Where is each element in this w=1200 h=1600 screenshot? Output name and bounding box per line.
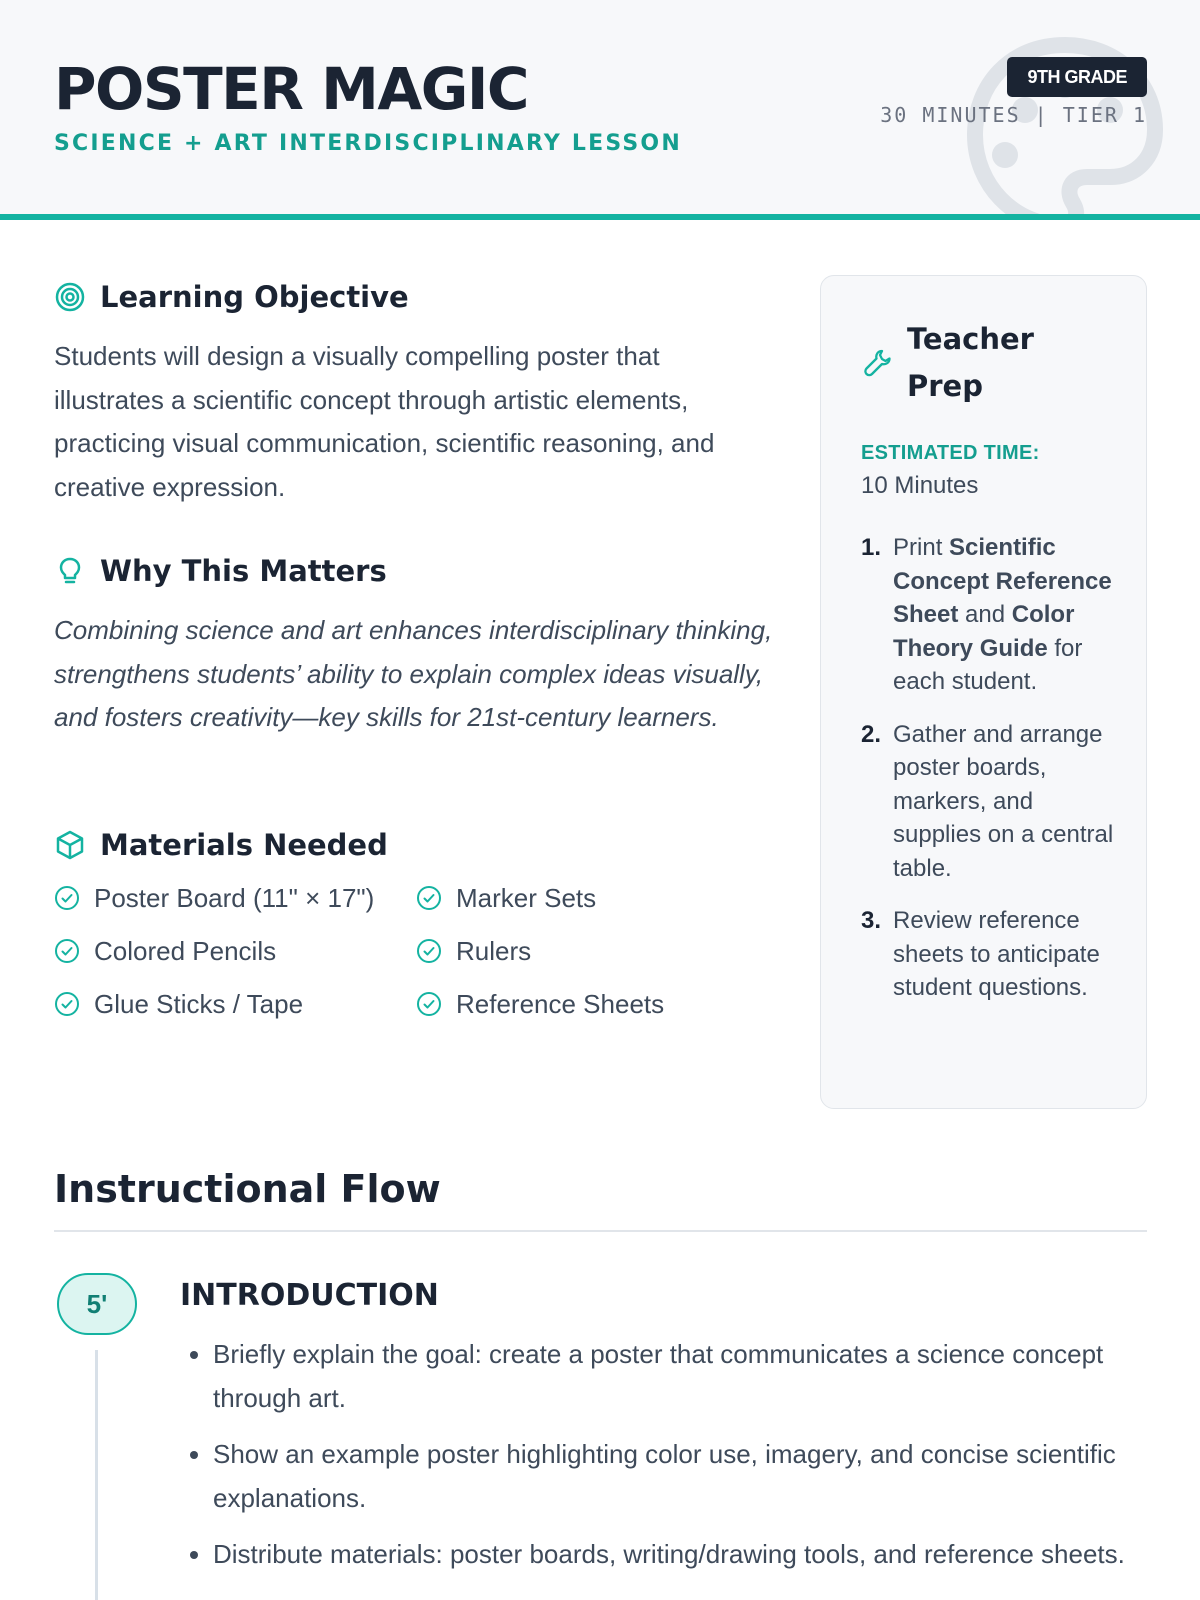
check-circle-icon [54,991,80,1017]
objective-heading: Learning Objective [100,280,409,314]
why-text: Combining science and art enhances interdisciplinary thinking, strengthens students’ ability to explain complex ideas visually, and fosters creativity—key skills for 21st-century learners. [54,615,773,732]
step-number: 3. [861,907,882,934]
target-icon [54,281,86,313]
page-title: POSTER MAGIC [54,55,528,123]
step-number: 2. [861,720,882,748]
material-label: Poster Board (11" × 17") [94,883,375,913]
list-item: • Distribute materials: poster boards, writing/drawing tools, and reference sheets. [213,1533,1148,1577]
step-text-part: Print [893,534,950,561]
list-item [416,933,774,969]
step-text-part: and [958,601,1012,628]
step-title: INTRODUCTION [180,1278,439,1313]
grade-badge: 9TH GRADE [1007,57,1147,97]
list-item [54,986,416,1022]
list-item [861,718,1121,886]
box-icon [54,829,86,861]
list-item: • Briefly explain the goal: create a poster that communicates a science concept through art. [213,1333,1148,1420]
step-text: Review reference sheets to anticipate student questions. [893,907,1100,1001]
estimated-time-label: ESTIMATED TIME: [861,442,1040,464]
step-text [893,531,1121,699]
prep-heading: Teacher Prep [907,322,1034,403]
material-label: Marker Sets [456,883,597,913]
step-number: 1. [861,534,882,561]
materials-list [54,880,774,1022]
why-heading: Why This Matters [100,554,387,588]
material-label: Glue Sticks / Tape [94,989,304,1019]
list-item [861,531,1121,699]
material-label: Colored Pencils [94,936,277,966]
divider [54,1230,1147,1232]
lesson-meta: 30 MINUTES | TIER 1 [880,103,1147,127]
page-subtitle: SCIENCE + ART INTERDISCIPLINARY LESSON [54,131,682,156]
list-item: • Show an example poster highlighting color use, imagery, and concise scientific explanations. [213,1433,1148,1520]
why-heading-row [54,553,387,589]
wrench-icon [861,346,895,380]
objective-heading-row [54,279,409,315]
list-item [861,904,1121,1005]
teacher-prep-card [820,275,1147,1109]
check-circle-icon [416,938,442,964]
step-bullets [213,1333,1148,1590]
prep-heading-row [861,316,1057,410]
list-item [416,880,774,916]
check-circle-icon [54,938,80,964]
materials-heading: Materials Needed [100,828,388,862]
timeline-line [95,1350,98,1600]
lesson-header [0,0,1200,220]
list-item [54,880,416,916]
estimated-time-value: 10 Minutes [861,472,979,499]
step-time-badge: 5' [57,1273,137,1335]
check-circle-icon [416,991,442,1017]
prep-steps [861,531,1121,1024]
flow-title: Instructional Flow [54,1167,441,1211]
check-circle-icon [416,885,442,911]
list-item [54,933,416,969]
objective-text: Students will design a visually compelling poster that illustrates a scientific concept through artistic elements, practicing visual communication, scientific reasoning, and creative expression. [54,341,715,502]
lightbulb-icon [54,555,86,587]
check-circle-icon [54,885,80,911]
materials-heading-row [54,827,388,863]
material-label: Reference Sheets [456,989,665,1019]
step-text: Gather and arrange poster boards, markers, and supplies on a central table. [893,720,1114,882]
step-text-bold: Color Theory Guide [893,601,1075,662]
material-label: Rulers [456,936,532,966]
step-text-bold: Scientific Concept Reference Sheet [893,534,1112,628]
step-text-part: for each student. [893,634,1083,695]
list-item [416,986,774,1022]
